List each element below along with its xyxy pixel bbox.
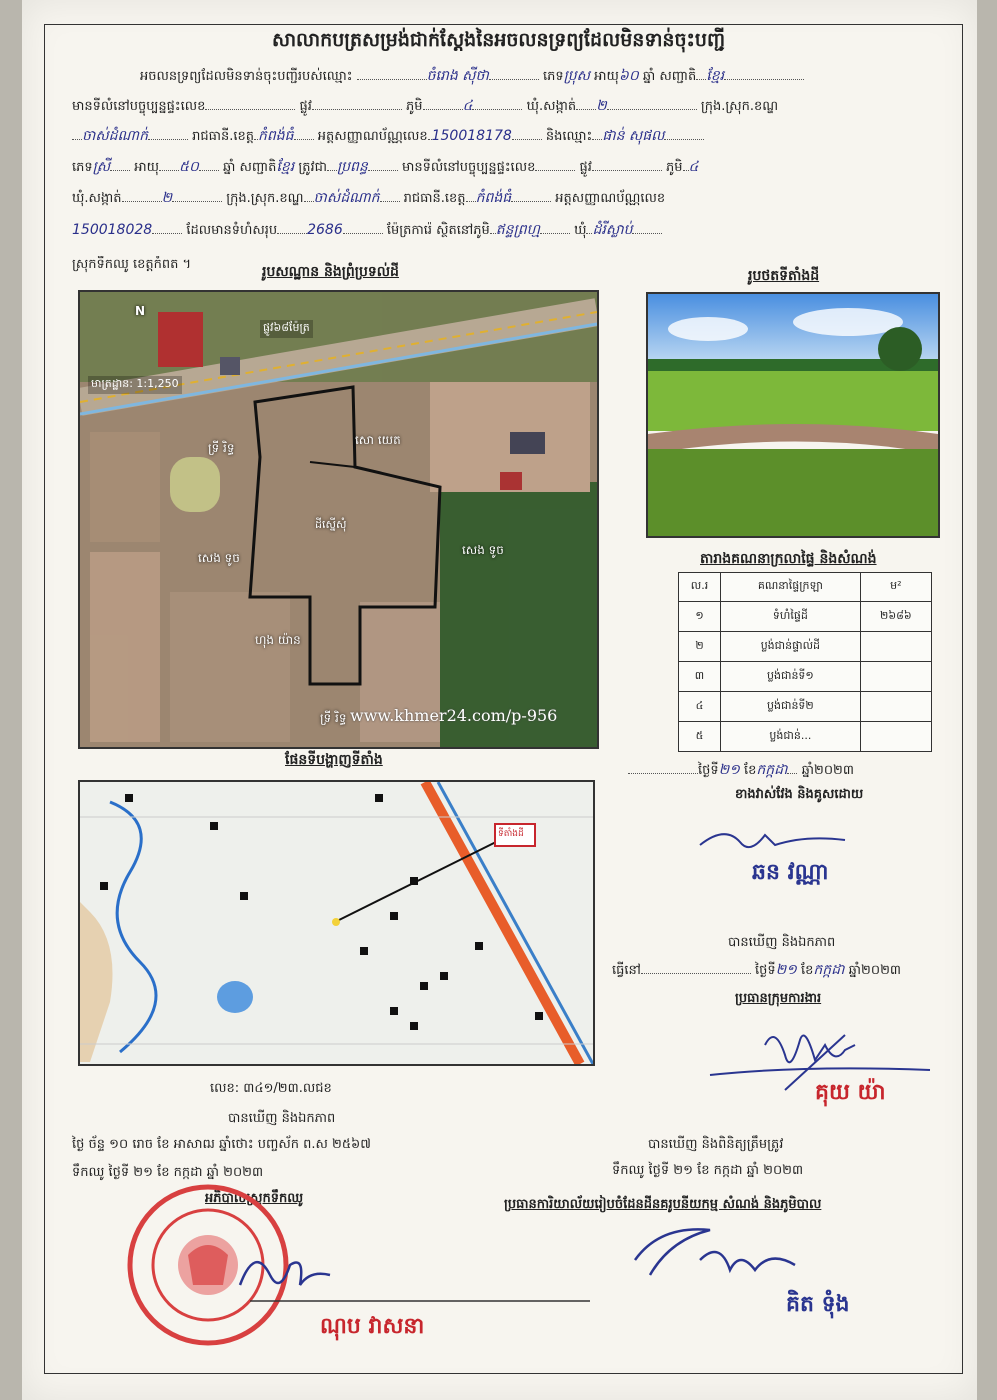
spouse-district-label: ក្រុង.ស្រុក.ខណ្ឌ: [226, 191, 304, 206]
neighbor-label: សេង ទូច: [462, 543, 504, 557]
neighbor-label: ទ្រី រិទ្ធ: [320, 711, 347, 725]
surveyor-name: ឆន វណ្ណា: [752, 860, 829, 885]
date-prefix: ថ្ងៃទី: [755, 963, 776, 978]
owner-age: ៦០: [618, 68, 639, 84]
province-label: រាជធានី.ខេត្ត: [192, 129, 255, 144]
office-chief-name: គិត ទុំង: [786, 1292, 850, 1317]
table-cell: ប្លង់ជាន់ទី២: [721, 692, 861, 722]
day-value: ២១: [718, 762, 740, 778]
spouse-commune-value: ២: [161, 190, 173, 206]
owner-date-line: [628, 760, 854, 781]
place-label: ធ្វើនៅ: [612, 963, 641, 978]
table-cell: ៣: [679, 662, 721, 692]
id-line: [72, 126, 952, 147]
spouse-age: ៥០: [179, 159, 199, 175]
area-table-header: [679, 573, 932, 602]
spouse-province-value: កំពង់ធំ: [475, 190, 512, 206]
site-photo: [646, 292, 940, 538]
road-label: ផ្លូវ៦៨ម៉ែត្រ: [260, 320, 313, 338]
chief-seen: បានឃើញ និងឯកភាព: [728, 935, 836, 950]
location-marker-label: ទីតាំងដី: [498, 829, 524, 839]
year-label: ឆ្នាំ: [801, 763, 815, 778]
spouse-id-value: 150018028: [72, 222, 153, 238]
age-unit: ឆ្នាំ សញ្ជាតិ: [642, 69, 697, 84]
table-row: [679, 632, 932, 662]
plot-map-title: រូបសណ្ឋាន និងព្រំប្រទល់ដី: [262, 264, 399, 280]
land-village: ឥន្ទព្រហ្ម: [495, 222, 540, 238]
table-row: [679, 662, 932, 692]
owner-sex: ប្រុស: [563, 68, 590, 84]
neighbor-label: ទ្រី រិទ្ធ: [208, 441, 235, 455]
land-commune-label: ឃុំ: [574, 223, 587, 238]
center-plot-label: ដីស្នើសុំ: [315, 518, 347, 531]
spouse-name: ផាន់ សុផល: [602, 128, 665, 144]
and-name-label: និងឈ្មោះ: [545, 129, 593, 144]
location-map: [78, 780, 595, 1066]
office-signature: [630, 1220, 820, 1290]
owner-name: ចំរោង ស៊ីថា: [426, 68, 489, 84]
date-prefix: ថ្ងៃទី: [698, 763, 719, 778]
spouse-addr-label: មានទីលំនៅបច្ចុប្បន្នផ្ទះលេខ: [401, 160, 536, 175]
table-cell: [860, 662, 931, 692]
area-unit: ម៉ែត្រការ៉េ ស្ថិតនៅភូមិ: [386, 223, 490, 238]
table-cell: [860, 692, 931, 722]
month-value: កក្កដា: [813, 962, 845, 978]
table-cell: ២៦៨៦: [860, 602, 931, 632]
table-cell: ប្លង់ជាន់...: [721, 722, 861, 752]
district-chief-name: ណុប វាសនា: [320, 1314, 425, 1339]
photo-title: រូបថតទីតាំងដី: [748, 268, 820, 284]
office-date: ទឹកឈូ ថ្ងៃទី ២១ ខែ កក្កដា ឆ្នាំ ២០២៣: [612, 1163, 804, 1178]
day-value: ២១: [775, 962, 797, 978]
relation-label: ត្រូវជា: [298, 160, 327, 175]
surveyor-signature: [695, 820, 855, 860]
location-map-svg: [80, 782, 593, 1064]
commune-value: ២: [596, 98, 607, 114]
spouse-village-label: ភូមិ: [666, 160, 683, 175]
year-value: ២០២៣: [814, 763, 855, 778]
spouse-sex: ស្រី: [92, 159, 111, 175]
province-value: កំពង់ធំ: [258, 128, 294, 144]
site-photo-svg: [648, 294, 938, 536]
table-row: [679, 722, 932, 752]
table-cell: [860, 722, 931, 752]
table-cell: ២: [679, 632, 721, 662]
surveyor-role: ខាងវាស់វែង និងគូសដោយ: [735, 787, 864, 802]
col-header: គណនាផ្ទៃក្រឡា: [721, 573, 861, 602]
table-row: [679, 692, 932, 722]
area-value: 2686: [307, 222, 343, 238]
area-label: ដែលមានទំហំសរុប: [186, 223, 278, 238]
table-title: តារាងគណនាក្រលាផ្ទៃ និងសំណង់: [700, 551, 877, 567]
district-sign-line: [250, 1295, 590, 1307]
table-cell: ៤: [679, 692, 721, 722]
sex-label: ភេទ: [542, 69, 564, 84]
table-cell: ប្លង់ជាន់ទី១: [721, 662, 861, 692]
north-arrow-icon: N: [135, 304, 146, 318]
spouse-nat-label: ឆ្នាំ សញ្ជាតិ: [223, 160, 277, 175]
table-cell: [860, 632, 931, 662]
district-lunar-date: ថ្ងៃ ច័ន្ទ ១០ រោច ខែ អាសាឍ ឆ្នាំថោះ បញ្ចស័ក ព.ស ២៥៦៧: [72, 1137, 371, 1152]
id-label: អត្តសញ្ញាណប័ណ្ណលេខ: [317, 129, 428, 144]
year-label: ឆ្នាំ: [848, 963, 862, 978]
spouse-province-label: រាជធានី.ខេត្ត: [403, 191, 466, 206]
spouse-nat: ខ្មែរ: [276, 159, 295, 175]
area-line: [72, 220, 952, 241]
spouse-address-line: [72, 188, 952, 209]
commune-label: ឃុំ.សង្កាត់: [526, 99, 577, 114]
document-title: សាលាកបត្រសម្រង់ជាក់ស្តែងនៃអចលនទ្រព្យដែលមិនទាន់ចុះបញ្ជី: [271, 29, 726, 51]
neighbor-label: សោ យេត: [355, 433, 401, 447]
owner-prefix: អចលនទ្រព្យដែលមិនទាន់ចុះបញ្ជីរបស់ឈ្មោះ: [140, 69, 353, 84]
district-ref: លេខ: ៣៤១/២៣.លជខ: [210, 1081, 332, 1096]
district-seen: បានឃើញ និងឯកភាព: [228, 1111, 336, 1126]
scale-label: មាត្រដ្ឋាន: 1:1,250: [88, 376, 182, 394]
watermark: www.khmer24.com/p-956: [350, 706, 558, 725]
plot-map: [78, 290, 599, 749]
relation-value: ប្រពន្ធ: [336, 159, 368, 175]
spouse-village-value: ៤: [688, 159, 699, 175]
table-cell: ១: [679, 602, 721, 632]
office-role: ប្រធានការិយាល័យរៀបចំដែនដីនគរូបនីយកម្ម សំណង់ និងភូមិបាល: [504, 1197, 822, 1212]
village-value: ៤: [462, 98, 473, 114]
age-label: អាយុ: [594, 69, 619, 84]
id-value: 150018178: [431, 128, 512, 144]
spouse-street-label: ផ្លូវ: [579, 160, 592, 175]
spouse-commune-label: ឃុំ.សង្កាត់: [72, 191, 122, 206]
neighbor-label: សេង ទូច: [198, 551, 240, 565]
district-label: ក្រុង.ស្រុក.ខណ្ឌ: [700, 99, 779, 114]
chief-date-line: [612, 960, 901, 981]
land-commune: ដំរីស្លាប់: [592, 222, 633, 238]
office-seen: បានឃើញ និងពិនិត្យត្រឹមត្រូវ: [648, 1137, 784, 1152]
table-row: [679, 602, 932, 632]
neighbor-label: ហុង យ៉ាន: [255, 633, 301, 647]
district-date: ទឹកឈូ ថ្ងៃទី ២១ ខែ កក្កដា ឆ្នាំ ២០២៣: [72, 1165, 264, 1180]
chief-name: គុយ យ៉ា: [815, 1080, 886, 1105]
street-label: ផ្លូវ: [299, 99, 312, 114]
spouse-line: [72, 157, 952, 178]
table-cell: ៥: [679, 722, 721, 752]
spouse-sex-label: ភេទ: [72, 160, 93, 175]
spouse-age-label: អាយុ: [134, 160, 160, 175]
address-prefix: មានទីលំនៅបច្ចុប្បន្នផ្ទះលេខ: [72, 99, 206, 114]
spouse-id-label: អត្តសញ្ញាណប័ណ្ណលេខ: [555, 191, 666, 206]
address-line: [72, 96, 952, 117]
owner-nationality: ខ្មែរ: [706, 68, 725, 84]
col-header: ល.រ: [679, 573, 721, 602]
month-label: ខែ: [743, 763, 757, 778]
spouse-district-value: ចាស់ដំណាក់: [313, 190, 380, 206]
table-cell: ទំហំផ្ទៃដី: [721, 602, 861, 632]
year-value: ២០២៣: [861, 963, 902, 978]
area-table: [678, 572, 932, 752]
owner-line: [140, 66, 997, 87]
month-label: ខែ: [801, 963, 814, 978]
district-role: អភិបាលស្រុកទឹកឈូ: [205, 1191, 304, 1206]
table-cell: ប្លង់ជាន់ផ្ទាល់ដី: [721, 632, 861, 662]
col-header: ម²: [860, 573, 931, 602]
location-map-title: ផែនទីបង្ហាញទីតាំង: [285, 752, 383, 768]
district-line: ស្រុកទឹកឈូ ខេត្តកំពត ។: [72, 257, 192, 272]
village-label: ភូមិ: [406, 99, 423, 114]
chief-role: ប្រធានក្រុមការងារ: [735, 991, 822, 1006]
month-value: កក្កដា: [756, 762, 788, 778]
district-value: ចាស់ដំណាក់: [82, 128, 148, 144]
